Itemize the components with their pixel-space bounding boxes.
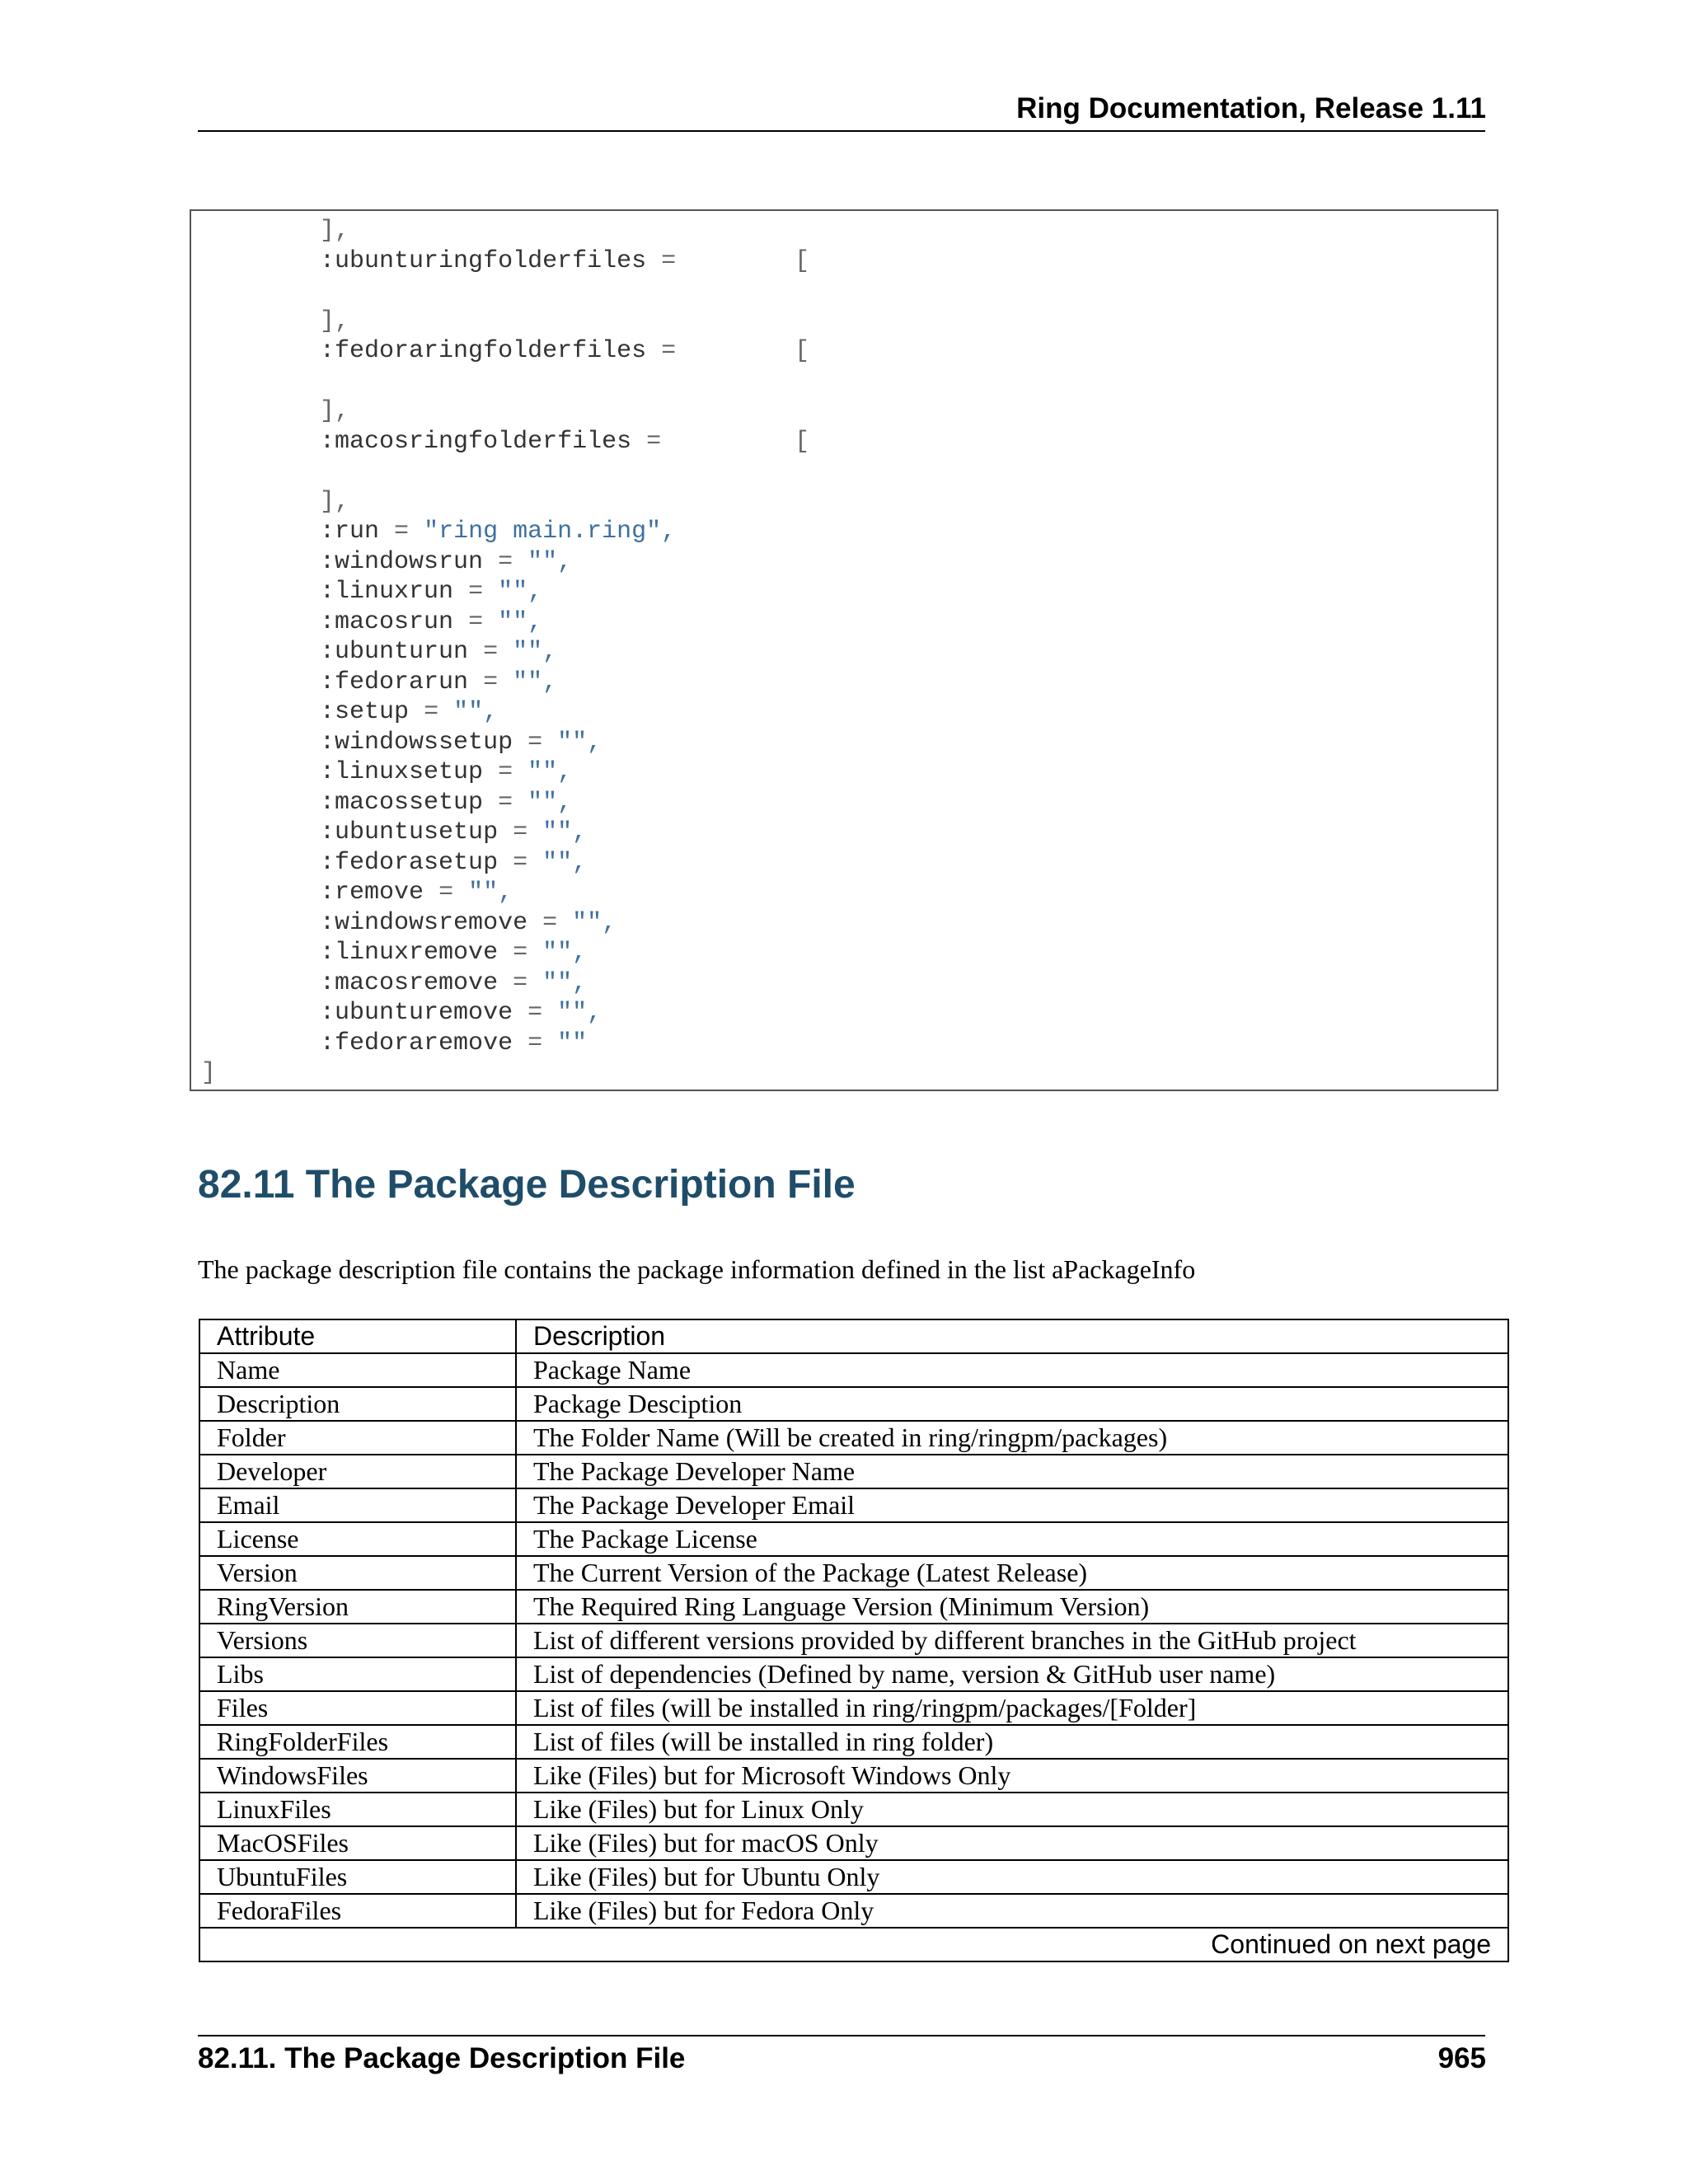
code-value: "", bbox=[468, 879, 513, 907]
code-indent bbox=[201, 247, 320, 275]
code-value: "", bbox=[557, 999, 603, 1027]
code-line bbox=[201, 938, 587, 968]
attribute-cell: RingFolderFiles bbox=[199, 1725, 516, 1759]
attribute-cell: Developer bbox=[199, 1455, 516, 1488]
attribute-cell: Description bbox=[199, 1387, 516, 1421]
code-indent bbox=[201, 879, 320, 907]
code-operator: = bbox=[498, 848, 543, 877]
continued-row bbox=[199, 1928, 1508, 1961]
code-operator: = bbox=[453, 578, 499, 606]
code-operator: = bbox=[646, 337, 795, 365]
code-key: :fedoraringfolderfiles bbox=[320, 337, 647, 365]
code-indent bbox=[201, 849, 320, 877]
table-row bbox=[199, 1353, 1508, 1387]
code-indent bbox=[201, 488, 320, 516]
code-key: ], bbox=[320, 217, 350, 245]
code-indent bbox=[201, 548, 320, 576]
description-cell: The Package Developer Email bbox=[516, 1488, 1508, 1522]
code-key: :run bbox=[320, 518, 380, 546]
code-line bbox=[201, 336, 809, 366]
code-operator: = bbox=[498, 939, 543, 967]
code-value: "", bbox=[542, 939, 588, 967]
description-cell: Package Name bbox=[516, 1353, 1508, 1387]
code-key: :macosrun bbox=[320, 607, 454, 636]
code-indent bbox=[201, 638, 320, 666]
code-line bbox=[201, 427, 809, 457]
code-key: :macosringfolderfiles bbox=[320, 427, 632, 456]
code-value: [ bbox=[795, 427, 810, 456]
code-key: :fedoraremove bbox=[320, 1029, 513, 1057]
header-rule bbox=[198, 130, 1485, 132]
code-key: :windowssetup bbox=[320, 728, 513, 757]
code-line bbox=[201, 1058, 216, 1088]
code-indent bbox=[201, 337, 320, 365]
code-operator: = bbox=[379, 518, 424, 546]
code-operator: = bbox=[498, 818, 543, 846]
table-row bbox=[199, 1657, 1508, 1691]
continued-note: Continued on next page bbox=[199, 1928, 1508, 1961]
code-key: :fedorasetup bbox=[320, 848, 499, 877]
table-row bbox=[199, 1725, 1508, 1759]
column-header-attribute: Attribute bbox=[199, 1319, 516, 1353]
code-operator: = bbox=[409, 698, 454, 726]
code-operator: = bbox=[631, 427, 795, 456]
code-key: :remove bbox=[320, 879, 424, 907]
code-value: "", bbox=[528, 788, 573, 817]
table-row bbox=[199, 1691, 1508, 1725]
table-row bbox=[199, 1387, 1508, 1421]
code-operator: = bbox=[483, 547, 528, 576]
code-operator: = bbox=[453, 607, 499, 636]
description-cell: List of files (will be installed in ring folder) bbox=[516, 1725, 1508, 1759]
attribute-cell: Email bbox=[199, 1488, 516, 1522]
code-operator: = bbox=[483, 758, 528, 786]
table-row bbox=[199, 1759, 1508, 1793]
code-line bbox=[201, 818, 587, 847]
table-row bbox=[199, 1455, 1508, 1488]
code-value: [ bbox=[795, 246, 810, 275]
code-line bbox=[201, 998, 602, 1028]
code-operator: = bbox=[468, 638, 513, 666]
code-indent bbox=[201, 758, 320, 786]
table-row bbox=[199, 1894, 1508, 1928]
code-line bbox=[201, 1029, 587, 1058]
code-indent bbox=[201, 428, 320, 456]
code-value: "", bbox=[542, 968, 588, 997]
attribute-cell: License bbox=[199, 1522, 516, 1556]
description-cell: The Package License bbox=[516, 1522, 1508, 1556]
code-key: :macossetup bbox=[320, 788, 484, 817]
attribute-cell: FedoraFiles bbox=[199, 1894, 516, 1928]
code-indent bbox=[201, 217, 320, 245]
code-value: "", bbox=[513, 668, 558, 696]
table-header-row bbox=[199, 1319, 1508, 1353]
attribute-cell: Libs bbox=[199, 1657, 516, 1691]
code-key: :windowsrun bbox=[320, 547, 484, 576]
attribute-cell: RingVersion bbox=[199, 1590, 516, 1624]
code-indent bbox=[201, 939, 320, 967]
code-value: "", bbox=[498, 578, 543, 606]
code-line bbox=[201, 577, 542, 607]
code-operator: = bbox=[513, 999, 558, 1027]
footer-section-name: 82.11. The Package Description File bbox=[198, 2042, 686, 2074]
description-cell: List of files (will be installed in ring/ringpm/packages/[Folder] bbox=[516, 1691, 1508, 1725]
code-value: "", bbox=[453, 698, 499, 726]
code-operator: = bbox=[468, 668, 513, 696]
table-row bbox=[199, 1522, 1508, 1556]
code-value: "" bbox=[557, 1029, 588, 1057]
description-cell: Package Desciption bbox=[516, 1387, 1508, 1421]
code-line bbox=[201, 908, 617, 938]
code-value: "", bbox=[528, 758, 573, 786]
description-cell: The Current Version of the Package (Latest Release) bbox=[516, 1556, 1508, 1590]
section-title: 82.11 The Package Description File bbox=[198, 1163, 856, 1207]
description-cell: List of different versions provided by different branches in the GitHub project bbox=[516, 1624, 1508, 1657]
code-key: :linuxsetup bbox=[320, 758, 484, 786]
intro-paragraph: The package description file contains the package information defined in the list aPackageInfo bbox=[198, 1254, 1196, 1284]
description-cell: Like (Files) but for Microsoft Windows Only bbox=[516, 1759, 1508, 1793]
description-cell: The Package Developer Name bbox=[516, 1455, 1508, 1488]
code-key: :linuxremove bbox=[320, 939, 499, 967]
code-operator: = bbox=[483, 788, 528, 817]
code-line bbox=[201, 487, 349, 517]
code-value: "", bbox=[557, 728, 603, 757]
code-value: "", bbox=[572, 908, 617, 937]
code-indent bbox=[201, 668, 320, 696]
code-line bbox=[201, 878, 513, 907]
code-value: "", bbox=[513, 638, 558, 666]
code-key: :linuxrun bbox=[320, 578, 454, 606]
code-key: :ubuntusetup bbox=[320, 818, 499, 846]
code-indent bbox=[201, 397, 320, 425]
attribute-cell: LinuxFiles bbox=[199, 1793, 516, 1826]
attribute-cell: MacOSFiles bbox=[199, 1826, 516, 1860]
code-value: "", bbox=[542, 848, 588, 877]
code-indent bbox=[201, 698, 320, 726]
attribute-cell: Name bbox=[199, 1353, 516, 1387]
table-row bbox=[199, 1590, 1508, 1624]
code-line bbox=[201, 968, 587, 998]
attribute-cell: UbuntuFiles bbox=[199, 1860, 516, 1894]
footer-rule bbox=[198, 2035, 1485, 2036]
code-operator: = bbox=[424, 879, 469, 907]
code-indent bbox=[201, 1029, 320, 1057]
code-key: ], bbox=[320, 487, 350, 516]
code-operator: = bbox=[646, 246, 795, 275]
code-indent bbox=[201, 969, 320, 997]
attribute-cell: Version bbox=[199, 1556, 516, 1590]
table-row bbox=[199, 1488, 1508, 1522]
code-line bbox=[201, 307, 349, 336]
code-indent bbox=[201, 999, 320, 1027]
attribute-cell: Files bbox=[199, 1691, 516, 1725]
running-header-title: Ring Documentation, Release 1.11 bbox=[1016, 92, 1486, 124]
code-key: ], bbox=[320, 307, 350, 335]
code-key: :ubunturingfolderfiles bbox=[320, 246, 647, 275]
code-indent bbox=[201, 909, 320, 937]
code-indent bbox=[201, 518, 320, 546]
code-key: :setup bbox=[320, 698, 410, 726]
code-key: :fedorarun bbox=[320, 668, 469, 696]
code-line bbox=[201, 246, 809, 276]
code-value: [ bbox=[795, 337, 810, 365]
table-row bbox=[199, 1793, 1508, 1826]
table-row bbox=[199, 1624, 1508, 1657]
code-key: :ubunturun bbox=[320, 638, 469, 666]
code-line bbox=[201, 848, 587, 878]
code-line bbox=[201, 697, 498, 727]
description-cell: Like (Files) but for Ubuntu Only bbox=[516, 1860, 1508, 1894]
description-cell: Like (Files) but for Linux Only bbox=[516, 1793, 1508, 1826]
description-cell: The Folder Name (Will be created in ring/ringpm/packages) bbox=[516, 1421, 1508, 1455]
description-cell: The Required Ring Language Version (Minimum Version) bbox=[516, 1590, 1508, 1624]
code-line bbox=[201, 517, 676, 546]
code-line bbox=[201, 728, 602, 757]
code-key: :windowsremove bbox=[320, 908, 528, 937]
code-line bbox=[201, 757, 572, 787]
code-line bbox=[201, 788, 572, 818]
code-indent bbox=[201, 608, 320, 636]
code-operator: = bbox=[513, 1029, 558, 1057]
description-cell: Like (Files) but for macOS Only bbox=[516, 1826, 1508, 1860]
code-key: :ubunturemove bbox=[320, 999, 513, 1027]
code-line bbox=[201, 637, 557, 667]
code-line bbox=[201, 396, 349, 426]
code-line bbox=[201, 668, 557, 697]
code-value: "ring main.ring", bbox=[424, 518, 677, 546]
code-line bbox=[201, 216, 349, 246]
code-block bbox=[190, 209, 1498, 1091]
description-cell: List of dependencies (Defined by name, version & GitHub user name) bbox=[516, 1657, 1508, 1691]
code-value: "", bbox=[498, 607, 543, 636]
table-row bbox=[199, 1860, 1508, 1894]
code-indent bbox=[201, 307, 320, 335]
attribute-cell: WindowsFiles bbox=[199, 1759, 516, 1793]
code-indent bbox=[201, 818, 320, 846]
table-row bbox=[199, 1556, 1508, 1590]
code-operator: = bbox=[513, 728, 558, 757]
code-indent bbox=[201, 729, 320, 757]
code-operator: = bbox=[498, 968, 543, 997]
code-key: ], bbox=[320, 397, 350, 425]
code-value: "", bbox=[528, 547, 573, 576]
code-value: "", bbox=[542, 818, 588, 846]
code-key: ] bbox=[201, 1059, 217, 1087]
column-header-description: Description bbox=[516, 1319, 1508, 1353]
attribute-cell: Versions bbox=[199, 1624, 516, 1657]
code-line bbox=[201, 547, 572, 577]
code-indent bbox=[201, 578, 320, 606]
table-row bbox=[199, 1421, 1508, 1455]
page-number: 965 bbox=[1437, 2042, 1486, 2074]
attribute-cell: Folder bbox=[199, 1421, 516, 1455]
code-line bbox=[201, 607, 542, 637]
description-cell: Like (Files) but for Fedora Only bbox=[516, 1894, 1508, 1928]
code-indent bbox=[201, 789, 320, 817]
code-operator: = bbox=[528, 908, 573, 937]
attribute-table bbox=[199, 1319, 1509, 1962]
code-key: :macosremove bbox=[320, 968, 499, 997]
table-row bbox=[199, 1826, 1508, 1860]
